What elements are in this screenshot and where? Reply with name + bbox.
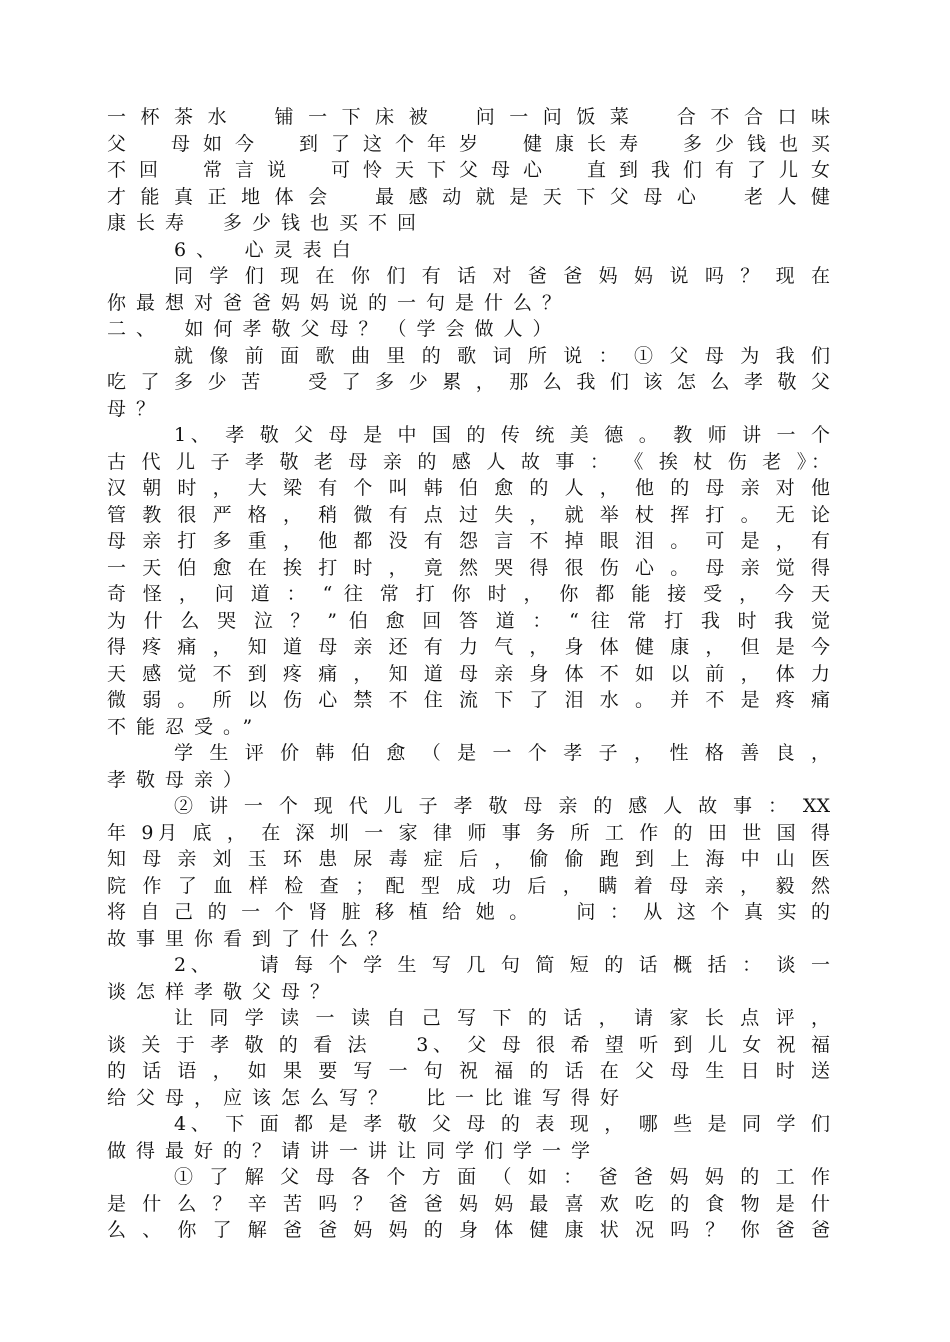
text-line: 给父母，应该怎么写？ 比一比谁写得好 bbox=[107, 1086, 630, 1109]
text-line: 得 疼 痛 ， 知 道 母 亲 还 有 力 气 ， 身 体 健 康 ， 但 是 今 bbox=[107, 636, 830, 658]
text-line: 微 弱 。 所 以 伤 心 禁 不 住 流 下 了 泪 水 。 并 不 是 疼 痛 bbox=[107, 689, 830, 711]
text-line: 才 能 真 正 地 体 会 最 感 动 就 是 天 下 父 母 心 老 人 健 bbox=[107, 185, 830, 208]
text-line: 不能忍受。” bbox=[107, 715, 263, 738]
text-line: ① 了 解 父 母 各 个 方 面 （ 如 ： 爸 爸 妈 妈 的 工 作 bbox=[174, 1166, 830, 1188]
text-line: 母？ bbox=[107, 397, 166, 420]
section-heading: 二、 如何孝敬父母？（学会做人） bbox=[107, 318, 562, 340]
text-line: 古 代 儿 子 孝 敬 老 母 亲 的 感 人 故 事 ： 《 挨 杖 伤 老 》： bbox=[107, 450, 830, 473]
text-line: 谈 关 于 孝 敬 的 看 法 3、 父 母 很 希 望 听 到 儿 女 祝 福 bbox=[107, 1033, 830, 1056]
text-line: 年 9月 底 ， 在 深 圳 一 家 律 师 事 务 所 工 作 的 田 世 国 得 bbox=[107, 821, 830, 844]
text-line: 知 母 亲 刘 玉 环 患 尿 毒 症 后 ， 偷 偷 跑 到 上 海 中 山 医 bbox=[107, 848, 830, 870]
text-line: 一 天 伯 愈 在 挨 打 时 ， 竟 然 哭 得 很 伤 心 。 母 亲 觉 得 bbox=[107, 556, 830, 579]
text-line: 1、 孝 敬 父 母 是 中 国 的 传 统 美 德 。 教 师 讲 一 个 bbox=[174, 424, 830, 446]
text-line: 同 学 们 现 在 你 们 有 话 对 爸 爸 妈 妈 说 吗 ？ 现 在 bbox=[174, 265, 830, 287]
text-line: 就 像 前 面 歌 曲 里 的 歌 词 所 说 ： ① 父 母 为 我 们 bbox=[174, 344, 830, 367]
text-line: 的 话 语 ， 如 果 要 写 一 句 祝 福 的 话 在 父 母 生 日 时 送 bbox=[107, 1060, 830, 1082]
text-line: ② 讲 一 个 现 代 儿 子 孝 敬 母 亲 的 感 人 故 事 ： XX bbox=[174, 795, 830, 817]
text-line: 天 感 觉 不 到 疼 痛 ， 知 道 母 亲 身 体 不 如 以 前 ， 体 力 bbox=[107, 662, 830, 685]
text-line: 父 母 如 今 到 了 这 个 年 岁 健 康 长 寿 多 少 钱 也 买 bbox=[107, 132, 830, 155]
text-line: 孝敬母亲） bbox=[107, 768, 253, 791]
text-line: 将 自 己 的 一 个 肾 脏 移 植 给 她 。 问 ： 从 这 个 真 实 的 bbox=[107, 901, 830, 923]
text-line: 你最想对爸爸妈妈说的一句是什么？ bbox=[107, 291, 572, 314]
text-line: 院 作 了 血 样 检 查 ； 配 型 成 功 后 ， 瞒 着 母 亲 ， 毅 然 bbox=[107, 874, 830, 897]
text-line: 汉 朝 时 ， 大 梁 有 个 叫 韩 伯 愈 的 人 ， 他 的 母 亲 对 他 bbox=[107, 477, 830, 499]
text-line: 一 杯 茶 水 铺 一 下 床 被 问 一 问 饭 菜 合 不 合 口 味 bbox=[107, 106, 830, 128]
text-line: 母 亲 打 多 重 ， 他 都 没 有 怨 言 不 掉 眼 泪 。 可 是 ， 有 bbox=[107, 530, 830, 552]
text-line: 康长寿 多少钱也买不回 bbox=[107, 212, 427, 234]
text-line: 让 同 学 读 一 读 自 己 写 下 的 话 ， 请 家 长 点 评 ， bbox=[174, 1007, 830, 1029]
text-line: 4、 下 面 都 是 孝 敬 父 母 的 表 现 ， 哪 些 是 同 学 们 bbox=[174, 1113, 830, 1135]
text-line: 故事里你看到了什么？ bbox=[107, 927, 398, 950]
text-line: 2、 请 每 个 学 生 写 几 句 简 短 的 话 概 括 ： 谈 一 bbox=[174, 954, 830, 976]
text-line: 谈怎样孝敬父母？ bbox=[107, 980, 340, 1003]
text-line: 为 什 么 哭 泣 ？ ” 伯 愈 回 答 道 ： “ 往 常 打 我 时 我 觉 bbox=[107, 609, 830, 632]
text-line: 学 生 评 价 韩 伯 愈 （ 是 一 个 孝 子 ， 性 格 善 良 ， bbox=[174, 742, 830, 764]
text-line: 做得最好的？请讲一讲让同学们学一学 bbox=[107, 1139, 601, 1162]
text-line: 么 、 你 了 解 爸 爸 妈 妈 的 身 体 健 康 状 况 吗 ？ 你 爸 爸 bbox=[107, 1219, 830, 1241]
body-text bbox=[107, 104, 830, 1244]
section-heading: 6、 心灵表白 bbox=[174, 238, 361, 261]
text-line: 是 什 么 ？ 辛 苦 吗 ？ 爸 爸 妈 妈 最 喜 欢 吃 的 食 物 是 什 bbox=[107, 1192, 830, 1215]
text-line: 管 教 很 严 格 ， 稍 微 有 点 过 失 ， 就 举 杖 挥 打 。 无 论 bbox=[107, 503, 830, 526]
text-line: 奇 怪 ， 问 道 ： “ 往 常 打 你 时 ， 你 都 能 接 受 ， 今 天 bbox=[107, 583, 830, 605]
text-line: 吃 了 多 少 苦 受 了 多 少 累 ， 那 么 我 们 该 怎 么 孝 敬 父 bbox=[107, 371, 830, 393]
text-line: 不 回 常 言 说 可 怜 天 下 父 母 心 直 到 我 们 有 了 儿 女 bbox=[107, 159, 830, 181]
